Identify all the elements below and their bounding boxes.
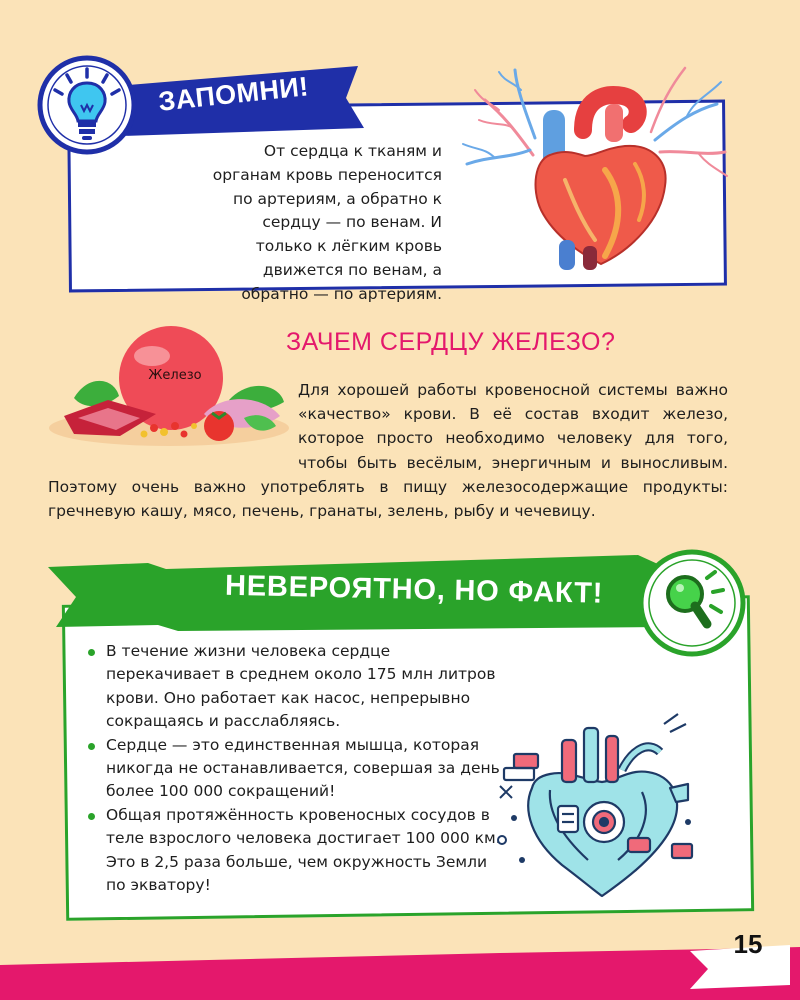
magnifier-icon <box>637 548 747 658</box>
fact-list <box>84 640 504 897</box>
iron-paragraph-text: Для хорошей работы кровеносной системы важно «качество» крови. В её состав входит железо, которое просто необходимо человеку для того, чтобы быть весёлым, энергичным и выносливым. Поэтому очень важно употреблять в пищу железосодержащие продукты: гречневую кашу, мясо, печень, гранаты, зелень, рыбу и чечевицу. <box>48 381 728 521</box>
iron-paragraph <box>48 378 728 523</box>
anatomical-heart-illustration <box>455 60 733 270</box>
bottom-stripe <box>0 945 800 1000</box>
fact-item: Общая протяжённость кровеносных сосудов в теле взрослого человека достигает 100 000 км. Это в 2,5 раза больше, чем окружность Земли по экватору! <box>84 804 504 898</box>
remember-title: ЗАПОМНИ! <box>156 71 311 117</box>
fact-item: В течение жизни человека сердце перекачивает в среднем около 175 млн литров крови. Оно работает как насос, непрерывно сокращаясь и расслабляясь. <box>84 640 504 734</box>
illustration-spacer <box>48 378 298 474</box>
iron-section-title: ЗАЧЕМ СЕРДЦУ ЖЕЛЕЗО? <box>286 328 616 356</box>
fact-item: Сердце — это единственная мышца, которая никогда не останавливается, совершая за день более 100 000 сокращений! <box>84 734 504 804</box>
remember-text: От сердца к тканям и органам кровь переносится по артериям, а обратно к сердцу — по венам. И только к лёгким кровь движется по венам, а обратно — по артериям. <box>212 142 442 303</box>
iron-ball-label: Железо <box>148 368 202 383</box>
mechanical-heart-illustration <box>492 710 702 900</box>
page-number: 15 <box>733 929 763 959</box>
lightbulb-icon <box>37 55 137 155</box>
fact-title: НЕВЕРОЯТНО, НО ФАКТ! <box>224 569 604 610</box>
